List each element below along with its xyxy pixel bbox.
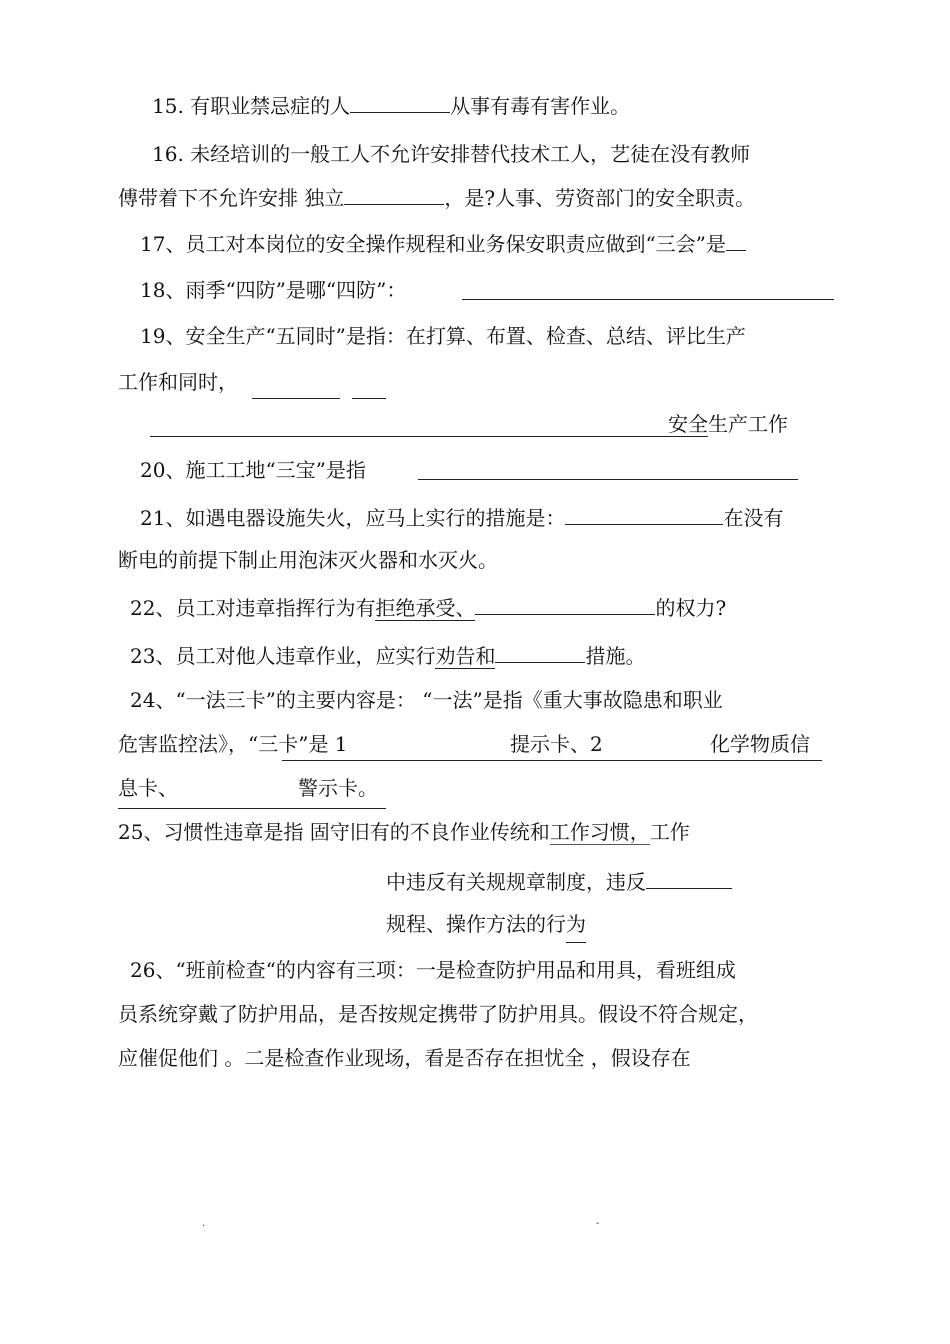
- q25-text-before: 25、习惯性违章是指 固守旧有的不良作业传统和: [118, 820, 550, 844]
- footer-right-mark: -: [596, 1218, 600, 1229]
- question-22: [130, 592, 726, 622]
- question-21-line-1: [140, 502, 783, 532]
- q25-line-3-text: 规程、操作方法的行: [386, 912, 566, 936]
- question-16-line-1: 16. 未经培训的一般工人不允许安排替代技术工人，艺徒在没有教师: [152, 142, 751, 166]
- question-19-line-2: [118, 368, 238, 396]
- q22-blank: [475, 592, 655, 615]
- q19-blank-b: [352, 398, 386, 399]
- question-19-line-1: 19、安全生产“五同时”是指：在打算、布置、检查、总结、评比生产: [140, 324, 746, 348]
- q16-text-after: ，是?人事、劳资部门的安全职责。: [444, 186, 756, 210]
- q21-blank: [565, 502, 723, 525]
- footer-left-mark: .: [202, 1218, 206, 1229]
- q23-blank: [495, 640, 585, 663]
- q25-blank: [646, 866, 732, 889]
- q16-text-before: 傅带着下不允许安排 独立: [118, 186, 345, 210]
- question-25-line-3: [386, 910, 586, 938]
- question-24-line-2b: 提示卡、2: [510, 732, 603, 756]
- question-21-line-2: 断电的前提下制止用泡沫灭火器和水灭火。: [118, 548, 498, 572]
- q25-line-2-text: 中违反有关规规章制度，违反: [386, 870, 646, 894]
- question-15: [152, 90, 630, 120]
- question-24-line-2a: 危害监控法》，“三卡”是 1: [118, 732, 348, 756]
- question-24-line-2c: 化学物质信: [710, 732, 810, 756]
- question-24-line-3b: 警示卡。: [298, 776, 378, 800]
- q24-blank-b: [118, 808, 386, 809]
- question-24-line-3a: 息卡、: [118, 776, 178, 800]
- q15-blank: [350, 90, 450, 113]
- question-19-line-3: 安全生产工作: [668, 412, 788, 436]
- q15-text-after: 从事有毒有害作业。: [450, 94, 631, 118]
- q19-blank-c: [150, 436, 708, 437]
- q17-text: 17、员工对本岗位的安全操作规程和业务保安职责应做到“三会”是: [140, 232, 726, 256]
- q25-text-after: 工作: [649, 820, 690, 844]
- q17-blank: [726, 228, 746, 251]
- q18-blank: [462, 299, 834, 300]
- q22-answer: 拒绝承受、: [375, 596, 476, 620]
- q15-text-before: 15. 有职业禁忌症的人: [152, 94, 351, 118]
- question-23: [130, 640, 645, 670]
- q25-answer: 工作习惯，: [549, 820, 650, 844]
- q20-blank: [418, 479, 798, 480]
- q22-text-after: 的权力?: [655, 596, 727, 620]
- q23-answer: 劝告和: [435, 644, 496, 668]
- q19-text: 工作和同时，: [118, 370, 238, 394]
- question-25-line-2: [386, 866, 732, 896]
- question-16-line-2: [118, 182, 755, 212]
- question-24-line-1: 24、“一法三卡”的主要内容是： “一法”是指《重大事故隐患和职业: [130, 688, 723, 712]
- q19-blank-a: [252, 398, 340, 399]
- q23-text-before: 23、员工对他人违章作业，应实行: [130, 644, 436, 668]
- q21-text-before: 21、如遇电器设施失火，应马上实行的措施是：: [140, 506, 566, 530]
- question-18: 18、雨季“四防”是哪“四防”：: [140, 278, 407, 302]
- q22-text-before: 22、员工对违章指挥行为有: [130, 596, 376, 620]
- question-20: 20、施工工地“三宝”是指: [140, 458, 366, 482]
- q23-text-after: 措施。: [585, 644, 646, 668]
- q25-line-3-end: 为: [566, 912, 586, 943]
- q21-text-after: 在没有: [723, 506, 784, 530]
- question-25-line-1: [118, 818, 690, 846]
- question-17: [140, 228, 746, 258]
- question-26-line-2: 员系统穿戴了防护用品，是否按规定携带了防护用具。假设不符合规定，: [118, 1002, 758, 1026]
- q24-blank-a: [282, 760, 822, 761]
- question-26-line-1: 26、“班前检查“的内容有三项：一是检查防护用品和用具，看班组成: [130, 958, 736, 982]
- question-26-line-3: 应催促他们 。二是检查作业现场，看是否存在担忧全 ，假设存在: [118, 1046, 691, 1070]
- q16-blank: [344, 182, 444, 205]
